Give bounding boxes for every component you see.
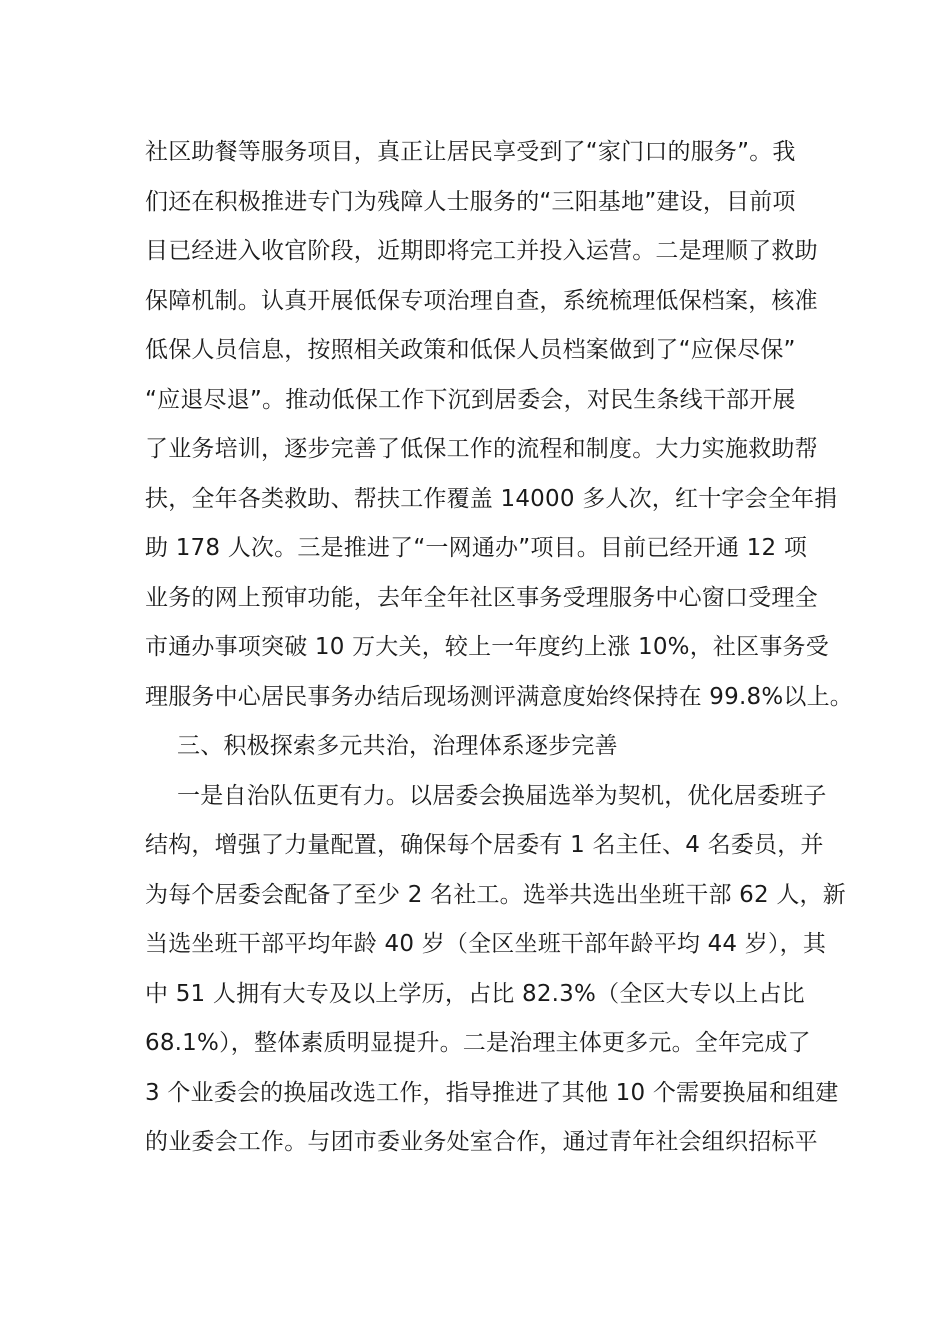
- text-line: 结构，增强了力量配置，确保每个居委有 1 名主任、4 名委员，并: [145, 832, 824, 858]
- text-line: 一是自治队伍更有力。以居委会换届选举为契机，优化居委班子: [177, 782, 827, 809]
- text-line: 中 51 人拥有大专及以上学历，占比 82.3%（全区大专以上占比: [145, 980, 805, 1007]
- text-line: 助 178 人次。三是推进了“一网通办”项目。目前已经开通 12 项: [145, 535, 808, 561]
- text-line: 扶，全年各类救助、帮扶工作覆盖 14000 多人次，红十字会全年捐: [145, 485, 838, 512]
- text-line: 68.1%），整体素质明显提升。二是治理主体更多元。全年完成了: [145, 1030, 811, 1056]
- text-line: 3 个业委会的换届改选工作，指导推进了其他 10 个需要换届和组建: [145, 1079, 839, 1106]
- text-line: 了业务培训，逐步完善了低保工作的流程和制度。大力实施救助帮: [145, 436, 818, 462]
- text-line: 业务的网上预审功能，去年全年社区事务受理服务中心窗口受理全: [145, 584, 818, 611]
- text-line: 为每个居委会配备了至少 2 名社工。选举共选出坐班干部 62 人，新: [145, 881, 846, 908]
- text-line: 理服务中心居民事务办结后现场测评满意度始终保持在 99.8%以上。: [145, 683, 853, 710]
- text-line: 市通办事项突破 10 万大关，较上一年度约上涨 10%，社区事务受: [145, 634, 829, 660]
- section-heading: 三、积极探索多元共治，治理体系逐步完善: [177, 733, 618, 759]
- text-line: 目已经进入收官阶段，近期即将完工并投入运营。二是理顺了救助: [145, 238, 818, 264]
- text-line: 当选坐班干部平均年龄 40 岁（全区坐班干部年龄平均 44 岁），其: [145, 931, 827, 957]
- body-text: [145, 128, 853, 1168]
- text-line: 保障机制。认真开展低保专项治理自查，系统梳理低保档案，核准: [145, 287, 818, 314]
- text-line: 们还在积极推进专门为残障人士服务的“三阳基地”建设，目前项: [145, 188, 796, 215]
- text-line: 低保人员信息，按照相关政策和低保人员档案做到了“应保尽保”: [145, 337, 796, 363]
- text-line: “应退尽退”。推动低保工作下沉到居委会，对民生条线干部开展: [145, 386, 796, 413]
- text-line: 的业委会工作。与团市委业务处室合作，通过青年社会组织招标平: [145, 1129, 818, 1155]
- text-line: 社区助餐等服务项目，真正让居民享受到了“家门口的服务”。我: [145, 139, 796, 165]
